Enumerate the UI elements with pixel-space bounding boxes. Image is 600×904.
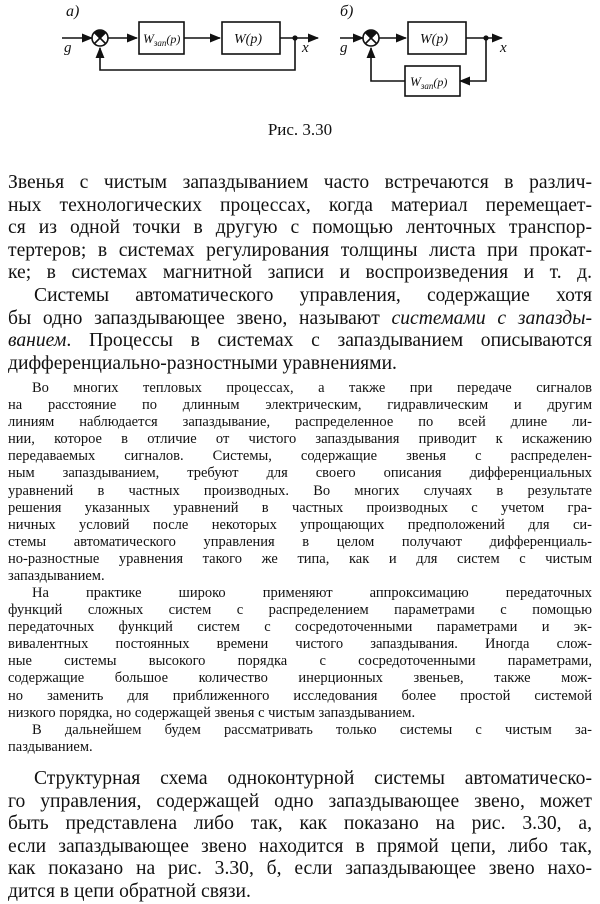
text-line: стемы автоматического управления в целом получают дифференциаль-	[8, 533, 592, 550]
text-line: на расстояние по длинным электрическим, гидравлическим и другим	[8, 397, 592, 414]
text-line: вивалентных постоянных времени чистого запаздывания. Иногда слож-	[8, 636, 592, 653]
text-line: ным запаздыванием, требуют для своего описания дифференциальных	[8, 465, 592, 482]
text-line: ся из одной точки в другую с помощью ленточных транспор-	[8, 217, 592, 239]
text-line: линиям наблюдается запаздывание, распределенное по всей длине ли-	[8, 414, 592, 431]
text-line: Во многих тепловых процессах, а также при передаче сигналов	[32, 380, 592, 396]
text-line: На практике широко применяют аппроксимацию передаточных	[32, 585, 592, 601]
text-line: функций сложных систем с распределением параметрами с помощью	[8, 602, 592, 619]
text-line: ванием. Процессы в системах с запаздыванием описываются	[8, 330, 592, 352]
input-g-a: g	[64, 40, 72, 56]
text-line: как показано на рис. 3.30, б, если запаздывающее звено нахо-	[8, 858, 592, 880]
paragraph-2	[8, 285, 592, 375]
output-x-a: x	[302, 40, 309, 56]
text-line: ке; в системах магнитной записи и воспроизведения и т. д.	[8, 262, 592, 284]
output-x-b: x	[500, 40, 507, 56]
paragraph-1	[8, 172, 592, 285]
diagram-a	[62, 22, 318, 70]
text-line: передаваемых сигналов. Системы, содержащие звенья с распределен-	[8, 448, 592, 465]
text-line: дится в цепи обратной связи.	[8, 880, 251, 902]
text-line: Системы автоматического управления, содержащие хотя	[34, 285, 592, 306]
text-line: ные системы высокого порядка с сосредоточенными параметрами,	[8, 653, 592, 670]
text-line: содержащие большое количество инерционных звеньев, также мож-	[8, 670, 592, 687]
text-line: В дальнейшем будем рассматривать только системы с чистым за-	[32, 722, 592, 738]
text-line: нии, которое в отличие от чистого запаздывания приводит к искажению	[8, 431, 592, 448]
text-line: тертеров; в системах регулирования толщины листа при прокат-	[8, 239, 592, 261]
plant-label-b: W(p)	[420, 32, 448, 47]
text-line: но заменить для приближенного исследования более простой системой	[8, 687, 592, 704]
text-line: го управления, содержащей одно запаздывающее звено, может	[8, 790, 592, 812]
text-line: Структурная схема одноконтурной системы автоматическо-	[34, 768, 592, 789]
input-g-b: g	[340, 40, 348, 56]
text-line: дифференциально-разностными уравнениями.	[8, 352, 397, 374]
text-line: передаточных функций систем с сосредоточенными параметрами и эк-	[8, 619, 592, 636]
text-line: ных технологических процессах, когда материал перемещает-	[8, 194, 592, 216]
text-line: быть представлена либо так, как показано на рис. 3.30, а,	[8, 813, 592, 835]
text-line: бы одно запаздывающее звено, называют системами с запазды-	[8, 307, 592, 329]
text-line: если запаздывающее звено находится в прямой цепи, либо так,	[8, 835, 592, 857]
text-line: но-разностные уравнения такого же типа, как и для систем с чистым	[8, 550, 592, 567]
text-line: уравнений в частных производных. Во многих случаях в результате	[8, 482, 592, 499]
plant-label-a: W(p)	[234, 32, 262, 47]
label-a: а)	[66, 3, 80, 20]
label-b: б)	[340, 3, 354, 20]
figure-caption: Рис. 3.30	[267, 120, 333, 139]
delay-label-a: $W_{зап}(p)$	[143, 31, 181, 48]
text-line: запаздыванием.	[8, 568, 105, 585]
text-line: паздыванием.	[8, 739, 93, 756]
small-print-2	[8, 585, 592, 722]
text-line: ничных условий после некоторых упрощающих предположений для си-	[8, 516, 592, 533]
text-line: решения указанных уравнений в частных производных с учетом гра-	[8, 499, 592, 516]
small-print-3	[8, 722, 592, 756]
text-line: низкого порядка, но содержащей звенья с чистым запаздыванием.	[8, 704, 416, 721]
text-line: Звенья с чистым запаздыванием часто встречаются в различ-	[8, 172, 592, 193]
small-print-1	[8, 380, 592, 585]
paragraph-3	[8, 768, 592, 904]
figure-3-30	[0, 0, 600, 110]
delay-label-b: $W_{зап}(p)$	[410, 74, 448, 91]
